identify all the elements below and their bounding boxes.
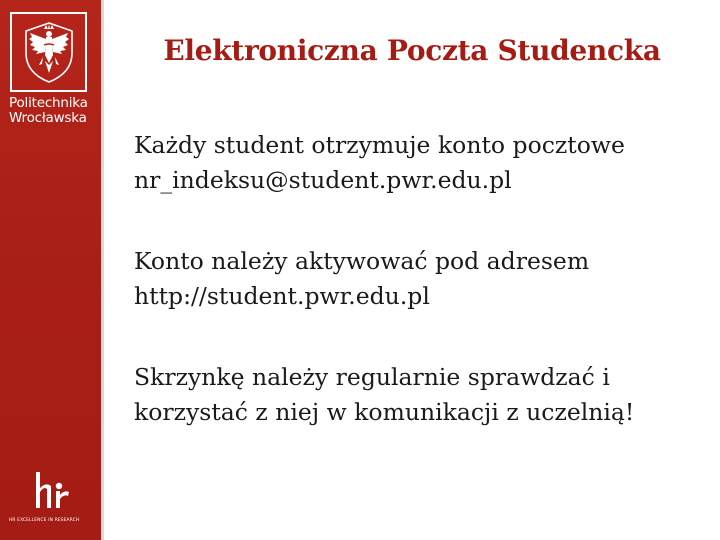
hr-caption: HR EXCELLENCE IN RESEARCH xyxy=(9,518,80,523)
university-name-line1: Politechnika xyxy=(9,95,88,111)
paragraph-line: Każdy student otrzymuje konto pocztowe xyxy=(134,131,625,159)
paragraph-line: Skrzynkę należy regularnie sprawdzać i xyxy=(134,363,610,391)
paragraph-email xyxy=(134,128,714,198)
slide-title: Elektroniczna Poczta Studencka xyxy=(163,34,661,67)
hr-excellence-icon xyxy=(30,468,74,512)
slide-content xyxy=(134,128,714,476)
paragraph-usage xyxy=(134,360,714,430)
paragraph-activation xyxy=(134,244,714,314)
paragraph-line: Konto należy aktywować pod adresem xyxy=(134,247,590,275)
university-logo xyxy=(10,12,87,92)
university-name-line2: Wrocławska xyxy=(9,110,87,126)
paragraph-line: nr_indeksu@student.pwr.edu.pl xyxy=(134,166,512,194)
eagle-crest-icon xyxy=(20,19,78,85)
sidebar xyxy=(0,0,104,540)
paragraph-line: korzystać z niej w komunikacji z uczelnią! xyxy=(134,398,635,426)
paragraph-line: http://student.pwr.edu.pl xyxy=(134,282,430,310)
university-name xyxy=(9,96,88,126)
